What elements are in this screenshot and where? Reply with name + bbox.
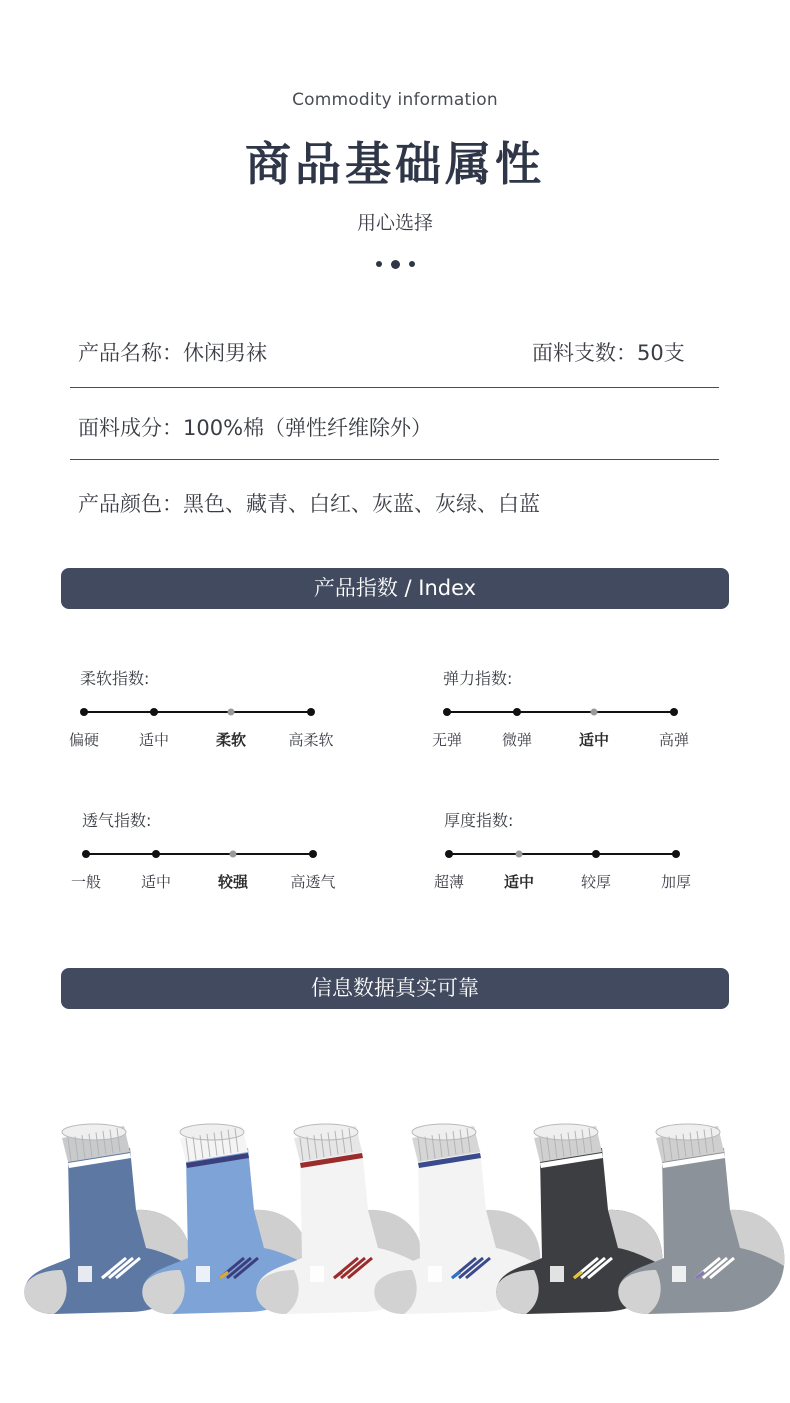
index-node xyxy=(309,850,317,858)
index-tick-label: 加厚 xyxy=(660,873,692,891)
divider xyxy=(70,459,719,460)
index-label-breathability: 透气指数: xyxy=(82,811,152,830)
decorative-dots xyxy=(0,258,790,270)
index-label-softness: 柔软指数: xyxy=(80,669,150,688)
sock-grey xyxy=(618,1124,784,1314)
index-tick-label: 柔软 xyxy=(215,731,247,749)
index-tick-label: 适中 xyxy=(578,731,610,749)
index-tick-label: 高柔软 xyxy=(288,731,334,749)
divider xyxy=(70,387,719,388)
index-label-thickness: 厚度指数: xyxy=(444,811,514,830)
page-subtitle: 用心选择 xyxy=(356,212,433,234)
index-tick-label: 适中 xyxy=(140,873,172,891)
index-tick-label: 微弹 xyxy=(501,731,533,749)
attr-product-name: 产品名称：休闲男袜 xyxy=(78,341,267,365)
socks-product-image xyxy=(0,1090,790,1350)
index-node-selected xyxy=(230,851,237,858)
index-track-elasticity xyxy=(447,711,674,713)
index-node-selected xyxy=(591,709,598,716)
attr-composition: 面料成分：100%棉（弹性纤维除外） xyxy=(78,416,433,440)
index-track-thickness xyxy=(449,853,676,855)
attr-colors: 产品颜色：黑色、藏青、白红、灰蓝、灰绿、白蓝 xyxy=(78,492,540,516)
index-node-selected xyxy=(516,851,523,858)
index-banner: 产品指数 / Index xyxy=(61,568,729,609)
index-track-breathability xyxy=(86,853,313,855)
section-eyebrow: Commodity information xyxy=(292,90,498,110)
index-node xyxy=(670,708,678,716)
index-node xyxy=(150,708,158,716)
index-track-softness xyxy=(84,711,311,713)
index-tick-label: 超薄 xyxy=(433,873,465,891)
index-node xyxy=(80,708,88,716)
index-label-elasticity: 弹力指数: xyxy=(443,669,513,688)
index-node xyxy=(592,850,600,858)
index-tick-label: 较强 xyxy=(217,873,249,891)
dot-icon xyxy=(391,260,400,269)
dot-icon xyxy=(409,261,415,267)
index-tick-label: 一般 xyxy=(70,873,102,891)
index-tick-label: 无弹 xyxy=(431,731,463,749)
index-node xyxy=(152,850,160,858)
index-node xyxy=(443,708,451,716)
index-node xyxy=(513,708,521,716)
reliable-banner: 信息数据真实可靠 xyxy=(61,968,729,1009)
index-node xyxy=(307,708,315,716)
index-tick-label: 适中 xyxy=(503,873,535,891)
dot-icon xyxy=(376,261,382,267)
index-tick-label: 高透气 xyxy=(290,873,336,891)
index-tick-label: 较厚 xyxy=(580,873,612,891)
index-tick-label: 偏硬 xyxy=(68,731,100,749)
index-node-selected xyxy=(228,709,235,716)
page-title: 商品基础属性 xyxy=(245,137,545,191)
index-tick-label: 高弹 xyxy=(658,731,690,749)
index-tick-label: 适中 xyxy=(138,731,170,749)
index-node xyxy=(445,850,453,858)
index-node xyxy=(672,850,680,858)
index-node xyxy=(82,850,90,858)
attr-yarn-count: 面料支数：50支 xyxy=(532,341,685,365)
